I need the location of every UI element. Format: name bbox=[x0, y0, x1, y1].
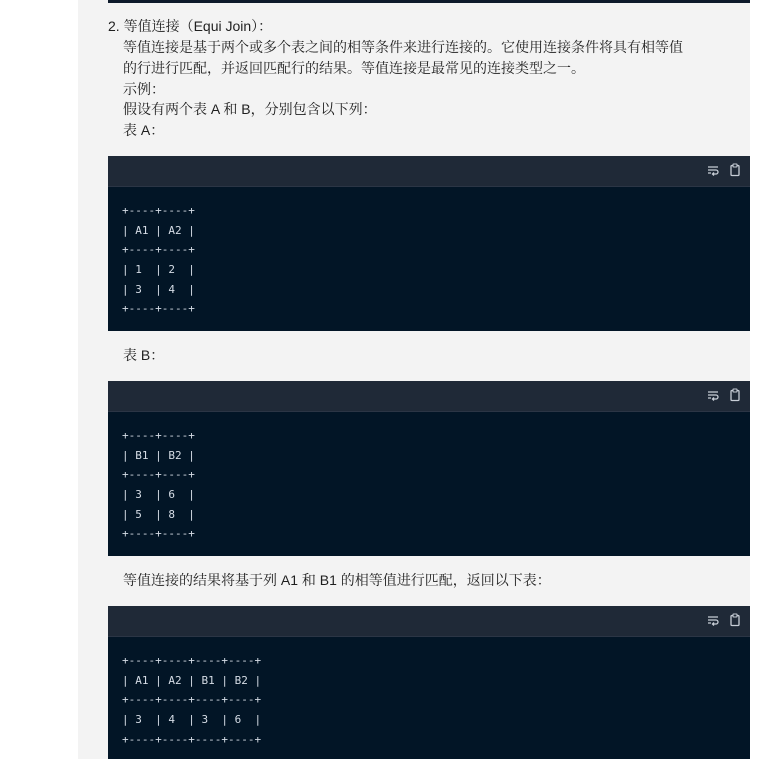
code-block-header bbox=[108, 381, 750, 412]
section-heading: 2. 等值连接（Equi Join）： bbox=[108, 18, 273, 34]
code-line: | A1 | A2 | B1 | B2 | bbox=[122, 673, 262, 687]
code-line: +----+----+ bbox=[122, 204, 195, 217]
code-line: +----+----+----+----+ bbox=[122, 693, 262, 707]
code-line: +----+----+----+----+ bbox=[122, 732, 262, 746]
code-content bbox=[108, 637, 750, 749]
copy-icon[interactable] bbox=[728, 388, 742, 402]
code-line: +----+----+----+----+ bbox=[122, 654, 262, 667]
result-description: 等值连接的结果将基于列 A1 和 B1 的相等值进行匹配，返回以下表： bbox=[123, 572, 551, 588]
code-block-header bbox=[108, 606, 750, 637]
wrap-lines-icon[interactable] bbox=[706, 613, 720, 627]
code-line: | 3 | 4 | bbox=[122, 282, 195, 296]
table-b-label: 表 B： bbox=[123, 347, 165, 363]
description-line-2: 的行进行匹配，并返回匹配行的结果。等值连接是最常见的连接类型之一。 bbox=[123, 60, 585, 76]
code-block-header bbox=[108, 156, 750, 187]
code-content bbox=[108, 412, 750, 544]
code-content bbox=[108, 187, 750, 319]
table-a-label: 表 A： bbox=[123, 122, 165, 138]
code-line: +----+----+ bbox=[122, 468, 195, 482]
code-line: | A1 | A2 | bbox=[122, 223, 195, 237]
previous-code-block-edge bbox=[108, 0, 750, 3]
code-line: +----+----+ bbox=[122, 243, 195, 257]
code-line: | 1 | 2 | bbox=[122, 263, 195, 277]
code-block-table-a bbox=[108, 156, 750, 331]
code-line: | 5 | 8 | bbox=[122, 507, 195, 521]
copy-icon[interactable] bbox=[728, 613, 742, 627]
code-line: +----+----+ bbox=[122, 429, 195, 442]
wrap-lines-icon[interactable] bbox=[706, 388, 720, 402]
code-line: +----+----+ bbox=[122, 302, 195, 316]
code-line: | 3 | 4 | 3 | 6 | bbox=[122, 713, 262, 727]
code-line: | B1 | B2 | bbox=[122, 448, 195, 462]
wrap-lines-icon[interactable] bbox=[706, 163, 720, 177]
copy-icon[interactable] bbox=[728, 163, 742, 177]
description-line-1: 等值连接是基于两个或多个表之间的相等条件来进行连接的。它使用连接条件将具有相等值 bbox=[123, 39, 683, 55]
code-block-result bbox=[108, 606, 750, 759]
assume-text: 假设有两个表 A 和 B，分别包含以下列： bbox=[123, 101, 377, 117]
example-label: 示例： bbox=[123, 81, 165, 97]
code-block-table-b bbox=[108, 381, 750, 556]
code-line: +----+----+ bbox=[122, 527, 195, 541]
code-line: | 3 | 6 | bbox=[122, 488, 195, 502]
